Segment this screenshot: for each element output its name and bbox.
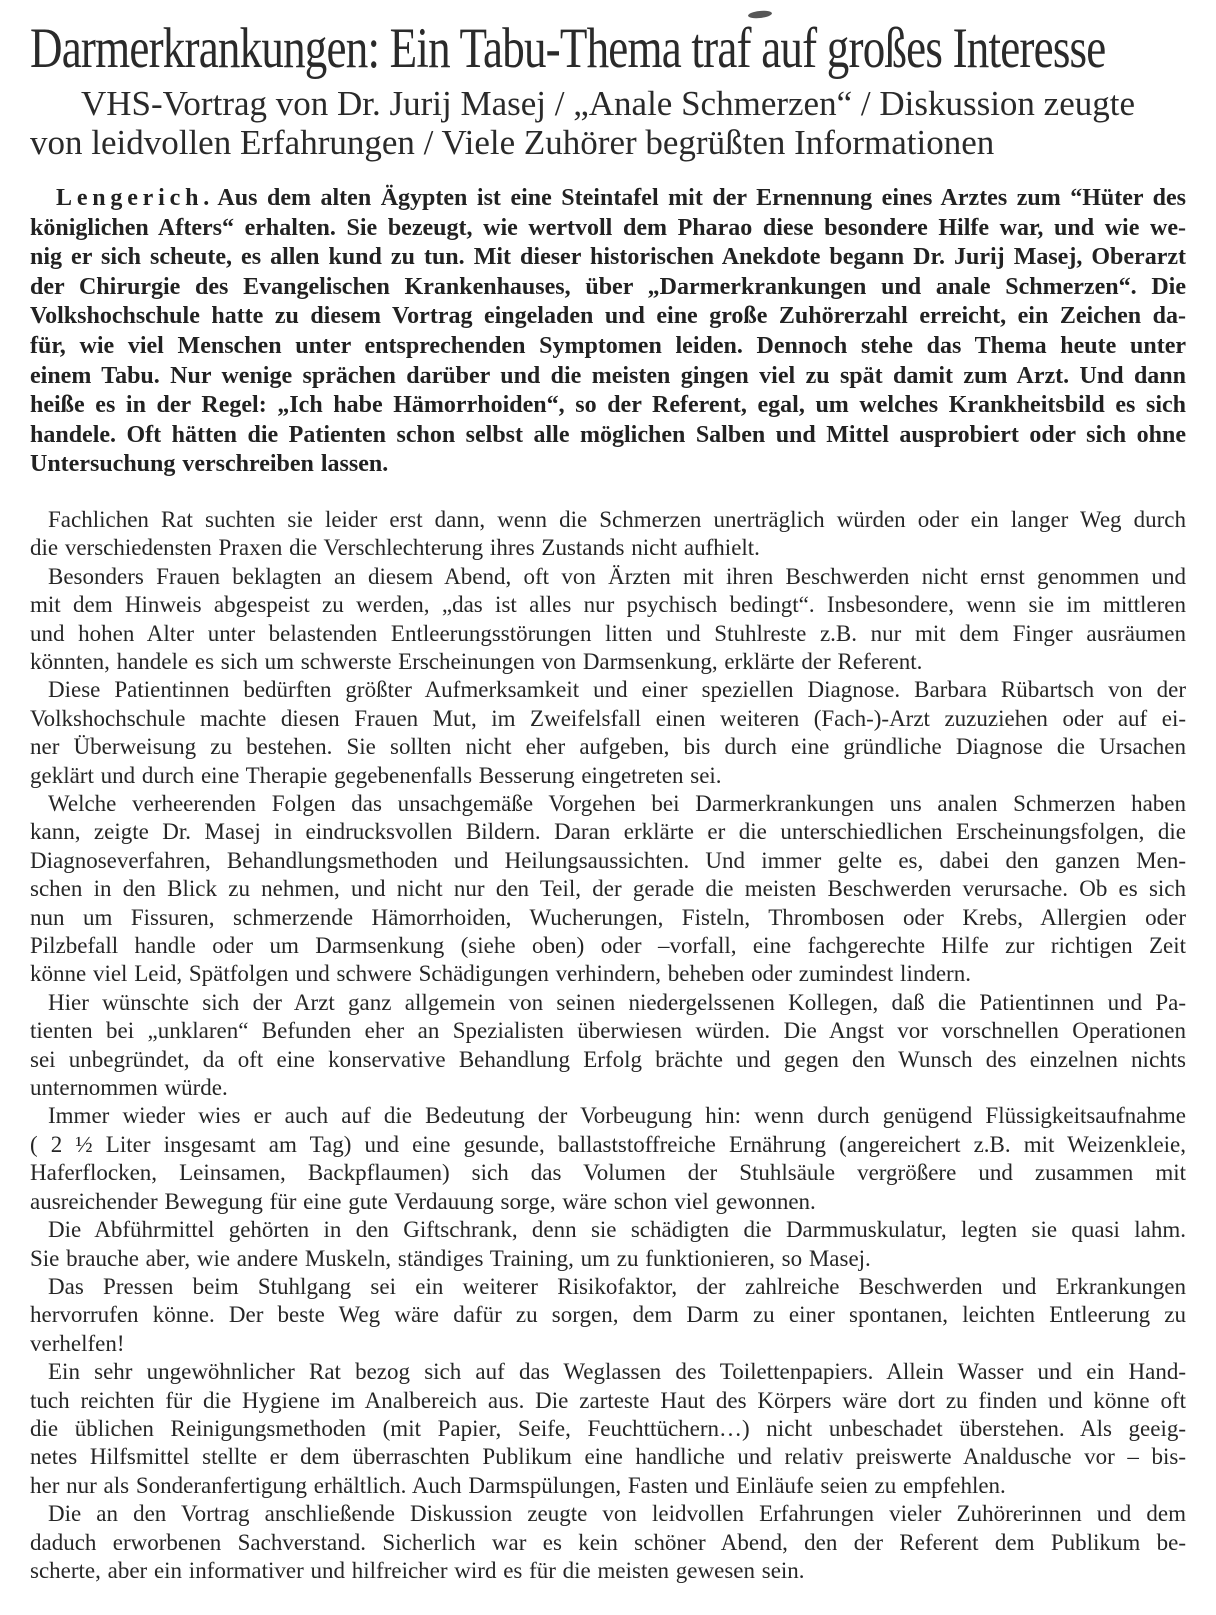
text-line: Pilzbefall handle oder um Darmsenkung (siehe oben) oder –vorfall, eine fachgerechte Hilfe zur richtigen Zeit [30,933,1186,959]
text-line: Haferflocken, Leinsamen, Backpflaumen) sich das Volumen der Stuhlsäule vergrößere und zusammen mit [30,1160,1186,1186]
body-paragraph [30,563,1186,677]
text-line: nun um Fissuren, schmerzende Hämorrhoiden, Wucherungen, Fisteln, Thrombosen oder Krebs, Allergien oder [30,904,1186,930]
body-paragraph [30,1216,1186,1273]
body-paragraph [30,1358,1186,1500]
text-line: die verschiedensten Praxen die Verschlechterung ihres Zustands nicht aufhielt. [30,535,760,561]
body-paragraph [30,1273,1186,1358]
text-line: könne viel Leid, Spätfolgen und schwere Schädigungen verhindern, beheben oder zumindest lindern. [30,961,971,987]
text-line: Das Pressen beim Stuhlgang sei ein weiterer Risikofaktor, der zahlreiche Beschwerden und Erkrankungen [48,1273,1186,1299]
text-line: netes Hilfsmittel stellte er dem überraschten Publikum eine handliche und relativ preiswerte Analdusche vor – bis- [30,1444,1186,1470]
text-line: tienten bei „unklaren“ Befunden eher an Spezialisten überwiesen würden. Die Angst vor vorschnellen Operationen [30,1018,1186,1044]
text-line: Hier wünschte sich der Arzt ganz allgemein von seinen niedergelssenen Kollegen, daß die Patientinnen und Pa- [48,989,1186,1015]
text-line: L e n g e r i c h . Aus dem alten Ägypten ist eine Steintafel mit der Ernennung eines Arztes zum “Hüter des [56,185,1186,211]
article-title [30,18,1186,82]
text-line: nig er sich scheute, es allen kund zu tun. Mit dieser historischen Anekdote begann Dr. Jurij Masej, Oberarzt [30,244,1186,271]
text-line: Volkshochschule hatte zu diesem Vortrag eingeladen und eine große Zuhörerzahl erreicht, ein Zeichen da- [30,303,1186,330]
text-line: Die an den Vortrag anschließende Diskussion zeugte von leidvollen Erfahrungen vieler Zuhörerinnen und dem [48,1501,1186,1527]
body-paragraph [30,1500,1186,1585]
text-line: daduch erworbenen Sachverstand. Sicherlich war es kein schöner Abend, den der Referent dem Publikum be- [30,1529,1186,1555]
text-line: Welche verheerenden Folgen das unsachgemäße Vorgehen bei Darmerkrankungen uns analen Schmerzen haben [48,791,1186,816]
text-line: ausreichender Bewegung für eine gute Verdauung sorge, wäre schon viel gewonnen. [30,1188,816,1214]
text-line: Besonders Frauen beklagten an diesem Abend, oft von Ärzten mit ihren Beschwerden nicht ernst genommen und [48,563,1186,589]
text-line: Fachlichen Rat suchten sie leider erst dann, wenn die Schmerzen unerträglich würden oder ein langer Weg durch [48,506,1186,532]
text-line: Diagnoseverfahren, Behandlungsmethoden und Heilungsaussichten. Und immer gelte es, dabei den ganzen Men- [30,847,1186,873]
body-paragraph [30,790,1186,989]
text-line: einem Tabu. Nur wenige sprächen darüber und die meisten gingen viel zu spät damit zum Arzt. Und dann [30,362,1186,389]
article-title-text: Darmerkrankungen: Ein Tabu-Thema traf auf großes Interesse [30,17,1106,80]
text-line: für, wie viel Menschen unter entsprechenden Symptomen leiden. Dennoch stehe das Thema heute unter [30,332,1186,359]
text-line: Sie brauche aber, wie andere Muskeln, ständiges Training, um zu funktionieren, so Masej. [30,1245,871,1271]
text-line: verhelfen! [30,1330,125,1356]
text-line: könnten, handele es sich um schwerste Erscheinungen von Darmsenkung, erklärte der Referent. [30,648,923,674]
text-line: heiße es in der Regel: „Ich habe Hämorrhoiden“, so der Referent, egal, um welches Krankheitsbild es sich [30,392,1186,419]
text-line: der Chirurgie des Evangelischen Krankenhauses, über „Darmerkrankungen und anale Schmerzen“. Die [30,273,1186,300]
text-line: hervorrufen könne. Der beste Weg wäre dafür zu sorgen, dem Darm zu einer spontanen, leichten Entleerung zu [30,1302,1186,1328]
body-paragraph [30,676,1186,790]
text-line: von leidvollen Erfahrungen / Viele Zuhörer begrüßten Informationen [30,123,995,162]
text-line: ner Überweisung zu bestehen. Sie sollten nicht eher aufgeben, bis durch eine gründliche Diagnose die Ursachen [30,734,1186,760]
body-paragraph [30,506,1186,563]
text-line: königlichen Afters“ erhalten. Sie bezeugt, wie wertvoll dem Pharao diese besondere Hilfe war, und wie we- [30,214,1186,241]
body-paragraph [30,1102,1186,1216]
text-line: ( 2 ½ Liter insgesamt am Tag) und eine gesunde, ballaststoffreiche Ernährung (angereichert z.B. mit Weizenkleie, [30,1131,1186,1157]
text-line: die üblichen Reinigungsmethoden (mit Papier, Seife, Feuchttüchern…) nicht unbeschadet überstehen. Als geeig- [30,1415,1186,1441]
text-line: geklärt und durch eine Therapie gegebenenfalls Besserung eingetreten sei. [30,762,722,788]
text-line: mit dem Hinweis abgespeist zu werden, „das ist alles nur psychisch bedingt“. Insbesondere, wenn sie im mittleren [30,592,1186,618]
text-line: her nur als Sonderanfertigung erhältlich. Auch Darmspülungen, Fasten und Einläufe seien zu empfehlen. [30,1472,1006,1498]
text-line: kann, zeigte Dr. Masej in eindrucksvollen Bildern. Daran erklärte er die unterschiedlichen Erscheinungsfolgen, die [30,819,1186,845]
text-line: und hohen Alter unter belastenden Entleerungsstörungen litten und Stuhlreste z.B. nur mit dem Finger ausräumen [30,620,1186,646]
text-line: Volkshochschule machte diesen Frauen Mut, im Zweifelsfall einen weiteren (Fach-)-Arzt zuzuziehen oder auf ei- [30,705,1186,731]
text-line: Immer wieder wies er auch auf die Bedeutung der Vorbeugung hin: wenn durch genügend Flüssigkeitsaufnahme [48,1103,1186,1129]
text-line: Die Abführmittel gehörten in den Giftschrank, denn sie schädigten die Darmmuskulatur, legten sie quasi lahm. [48,1217,1186,1243]
article-subtitle [30,84,1186,162]
lead-paragraph [30,184,1186,480]
text-line: Diese Patientinnen bedürften größter Aufmerksamkeit und einer speziellen Diagnose. Barbara Rübartsch von der [48,677,1186,703]
text-line: schen in den Blick zu nehmen, und nicht nur den Teil, der gerade die meisten Beschwerden verursache. Ob es sich [30,876,1186,902]
text-line: VHS-Vortrag von Dr. Jurij Masej / „Anale Schmerzen“ / Diskussion zeugte [81,84,1135,123]
article-body [30,506,1186,1585]
body-paragraph [30,989,1186,1103]
text-line: sei unbegründet, da oft eine konservative Behandlung Erfolg brächte und gegen den Wunsch des einzelnen nichts [30,1046,1186,1072]
text-line: Untersuchung verschreiben lassen. [30,451,389,478]
text-line: Ein sehr ungewöhnlicher Rat bezog sich auf das Weglassen des Toilettenpapiers. Allein Wasser und ein Hand- [48,1359,1186,1385]
text-line: scherte, aber ein informativer und hilfreicher wird es für die meisten gewesen sein. [30,1557,805,1583]
text-line: tuch reichten für die Hygiene im Analbereich aus. Die zarteste Haut des Körpers wäre dort zu finden und könne oft [30,1387,1186,1413]
text-line: unternommen würde. [30,1075,228,1101]
text-line: handele. Oft hätten die Patienten schon selbst alle möglichen Salben und Mittel ausprobiert oder sich ohne [30,421,1186,448]
